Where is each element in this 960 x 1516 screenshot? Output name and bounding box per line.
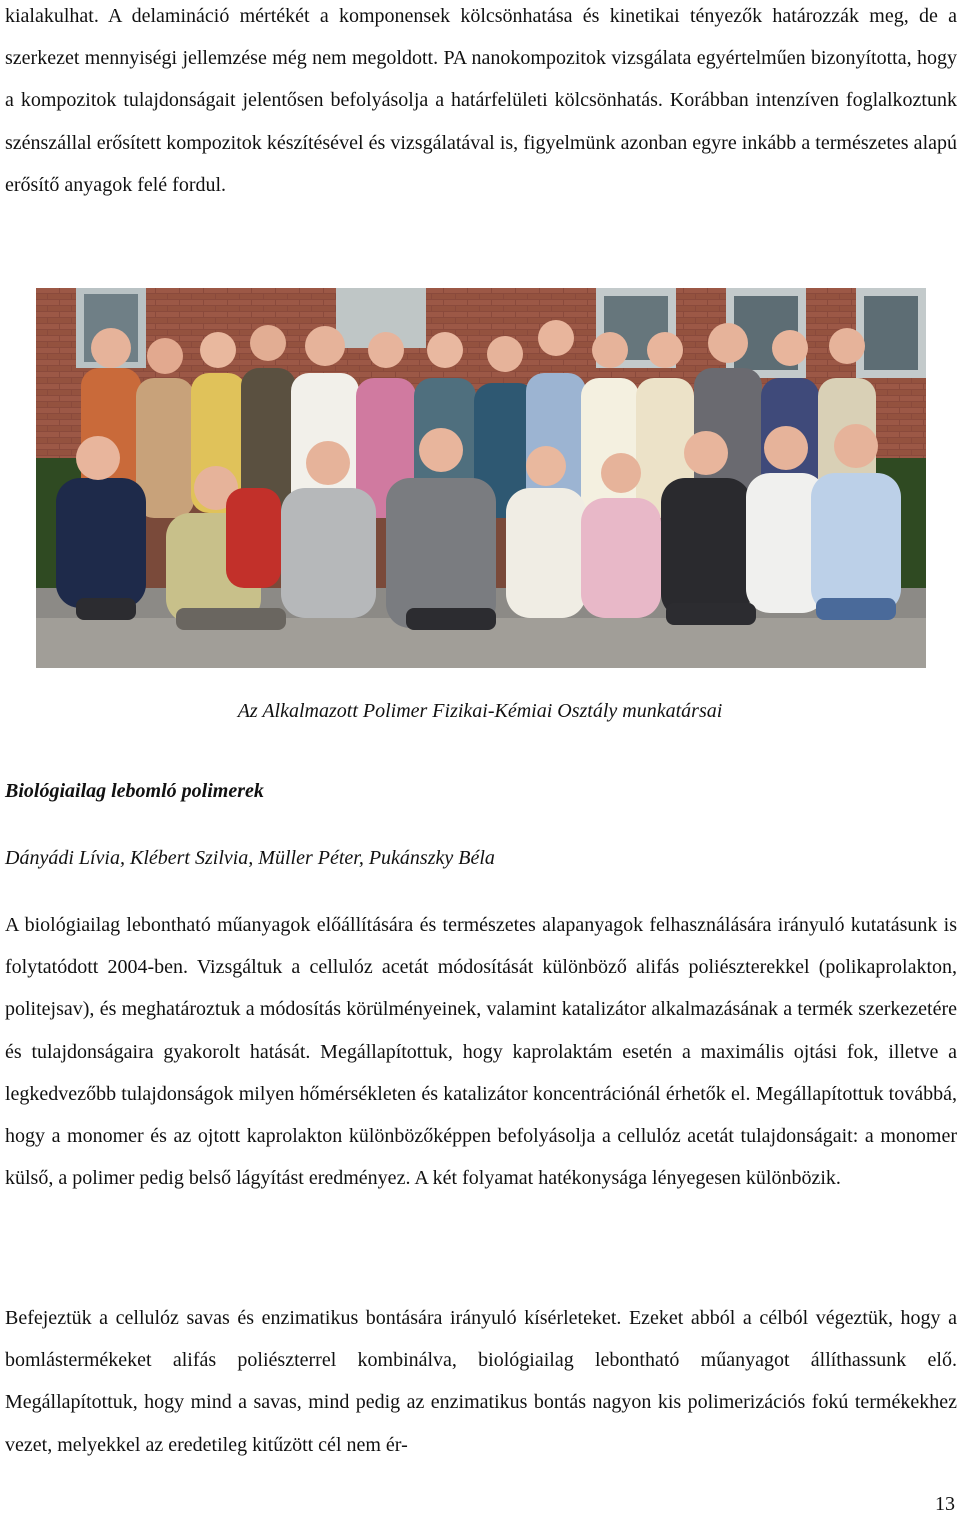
page-number: 13 [935, 1493, 955, 1515]
section-title: Biológiailag lebomló polimerek [5, 780, 264, 802]
figure-caption: Az Alkalmazott Polimer Fizikai-Kémiai Osztály munkatársai [237, 700, 723, 722]
group-photo [36, 288, 926, 668]
intro-paragraph: kialakulhat. A delamináció mértékét a komponensek kölcsönhatása és kinetikai tényezők határozzák meg, de a szerkezet mennyiségi jellemzése még nem megoldott. PA nanokompozitok vizsgálata egyértelműen bizonyította, hogy a kompozitok tulajdonságait jelentősen befolyásolja a határfelületi kölcsönhatás. Korábban intenzíven foglalkoztunk szénszállal erősített kompozitok készítésével és vizsgálatával is, figyelmünk azonban egyre inkább a természetes alapú erősítő anyagok felé fordul. [5, 5, 957, 196]
section-paragraph-1: A biológiailag lebontható műanyagok előállítására és természetes alapanyagok felhasználására irányuló kutatásunk is folytatódott 2004-ben. Vizsgáltuk a cellulóz acetát módosítását különböző alifás poliészterekkel (polikaprolakton, politejsav), és meghatároztuk a módosítás körülményeinek, valamint katalizátor alkalmazásának a termék szerkezetére és tulajdonságaira gyakorolt hatását. Megállapítottuk, hogy kaprolaktám esetén a maximális ojtási fok, illetve a legkedvezőbb tulajdonságok milyen hőmérsékleten és katalizátor koncentrációnál érhetők el. Megállapítottuk továbbá, hogy a monomer és az ojtott kaprolakton különbözőképpen befolyásolja a cellulóz acetát tulajdonságait: a monomer külső, a polimer pedig belső lágyítást eredményez. A két folyamat hatékonysága lényegesen különbözik. [5, 914, 957, 1190]
section-paragraph-2: Befejeztük a cellulóz savas és enzimatikus bontására irányuló kísérleteket. Ezeket abból a célból végeztük, hogy a bomlástermékeket alifás poliészterrel kombinálva, biológiailag lebontható műanyagot állíthassunk elő. Megállapítottuk, hogy mind a savas, mind pedig az enzimatikus bontás nagyon kis polimerizációs fokú termékekhez vezet, melyekkel az eredetileg kitűzött cél nem ér- [5, 1307, 957, 1456]
section-authors: Dányádi Lívia, Klébert Szilvia, Müller Péter, Pukánszky Béla [5, 847, 495, 869]
